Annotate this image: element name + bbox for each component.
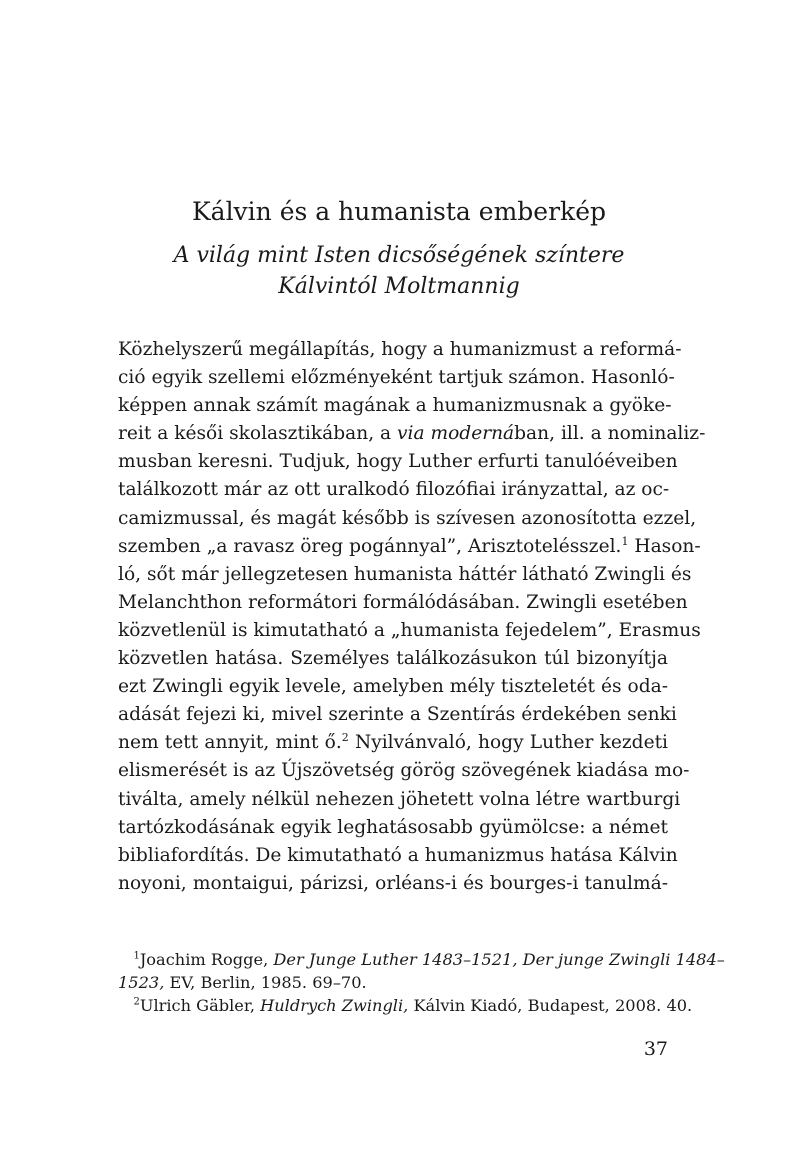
body-text-run: nem tett annyit, mint ő. xyxy=(118,732,342,754)
chapter-subtitle xyxy=(0,240,798,302)
footnote-number: 2 xyxy=(133,996,140,1008)
footnote-ref-1[interactable]: 1 xyxy=(621,534,629,548)
body-line: képpen annak számít magának a humanizmusnak a gyöke- xyxy=(118,395,672,417)
footnote-text: Ulrich Gäbler, xyxy=(139,996,261,1015)
body-line: közvetlenül is kimutatható a „humanista fejedelem”, Erasmus xyxy=(118,619,701,641)
footnote-text: Joachim Rogge, xyxy=(139,950,274,969)
footnote-text: EV, Berlin, 1985. 69–70. xyxy=(164,973,367,992)
body-line: camizmussal, és magát később is szívesen azonosította ezzel, xyxy=(118,507,697,529)
body-text xyxy=(118,336,706,898)
body-line: musban keresni. Tudjuk, hogy Luther erfurti tanulóéveiben xyxy=(118,451,678,473)
footnote-title: Der Junge Luther 1483–1521, Der junge Zwingli 1484– xyxy=(273,950,725,969)
subtitle-line-2: Kálvintól Moltmannig xyxy=(278,274,520,299)
footnote-1 xyxy=(118,948,725,994)
body-line xyxy=(118,729,668,757)
body-line: tartózkodásának egyik leghatásosabb gyümölcse: a német xyxy=(118,816,668,838)
body-text-run: szemben „a ravasz öreg pogánnyal”, Arisztotelésszel. xyxy=(118,535,622,557)
footnote-line xyxy=(118,948,725,971)
footnote-title: Huldrych Zwingli, xyxy=(260,996,409,1015)
body-line: Melanchthon reformátori formálódásában. Zwingli esetében xyxy=(118,591,688,613)
body-text-run: ban, ill. a nominaliz- xyxy=(514,423,706,445)
body-line: ezt Zwingli egyik levele, amelyben mély tiszteletét és oda- xyxy=(118,676,668,698)
footnote-line xyxy=(118,994,693,1017)
body-line xyxy=(118,533,701,561)
body-line: Közhelyszerű megállapítás, hogy a humanizmust a reformá- xyxy=(118,339,682,360)
footnote-ref-2[interactable]: 2 xyxy=(341,731,349,745)
body-line: tiválta, amely nélkül nehezen jöhetett volna létre wartburgi xyxy=(118,788,681,810)
body-line xyxy=(118,420,706,448)
body-line: noyoni, montaigui, párizsi, orléans-i és bourges-i tanulmá- xyxy=(118,872,668,894)
body-line: bibliafordítás. De kimutatható a humanizmus hatása Kálvin xyxy=(118,844,678,866)
page-number: 37 xyxy=(643,1038,668,1060)
footnote-line xyxy=(118,971,668,994)
body-text-run: Hason- xyxy=(628,535,701,557)
body-text-run: Nyilvánvaló, hogy Luther kezdeti xyxy=(348,732,668,754)
body-line: találkozott már az ott uralkodó filozófiai irányzattal, az oc- xyxy=(118,479,670,501)
footnote-2 xyxy=(118,994,693,1017)
footnote-number: 1 xyxy=(133,950,140,962)
body-text-run: reit a késői skolasztikában, a xyxy=(118,423,398,445)
body-line: elismerését is az Újszövetség görög szövegének kiadása mo- xyxy=(118,760,690,782)
body-line: ló, sőt már jellegzetesen humanista háttér látható Zwingli és xyxy=(118,563,692,585)
body-line: közvetlen hatása. Személyes találkozásukon túl bizonyítja xyxy=(118,648,668,670)
footnote-title: 1523, xyxy=(118,973,165,992)
subtitle-line-1: A világ mint Isten dicsőségének színtere xyxy=(173,243,625,268)
body-line: adását fejezi ki, mivel szerinte a Szentírás érdekében senki xyxy=(118,704,677,726)
footnote-text: Kálvin Kiadó, Budapest, 2008. 40. xyxy=(408,996,693,1015)
italic-term: via moderná xyxy=(397,423,515,445)
body-line: ció egyik szellemi előzményeként tartjuk számon. Hasonló- xyxy=(118,367,675,389)
chapter-title: Kálvin és a humanista emberkép xyxy=(191,197,606,226)
